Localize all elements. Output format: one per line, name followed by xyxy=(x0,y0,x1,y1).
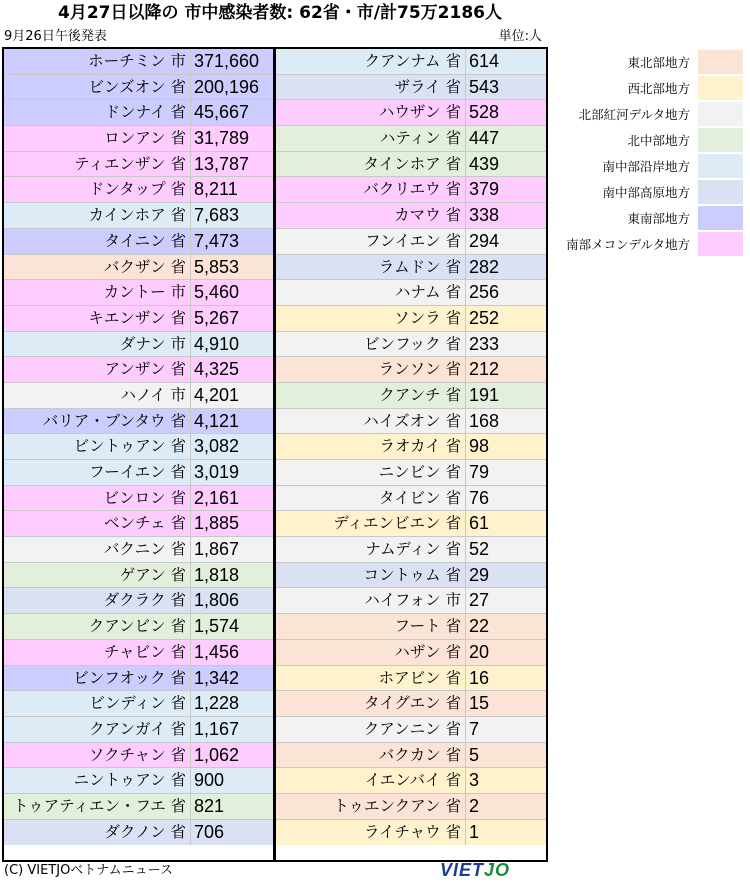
province-name: ナムディン 省 xyxy=(276,537,466,562)
province-name: ハノイ 市 xyxy=(4,383,191,408)
table-row xyxy=(4,717,273,743)
province-name: アンザン 省 xyxy=(4,357,191,382)
table-row xyxy=(276,794,546,820)
table-row xyxy=(4,100,273,126)
province-name: キエンザン 省 xyxy=(4,306,191,331)
table-row xyxy=(276,332,546,358)
case-count: 282 xyxy=(469,256,500,277)
province-name: ニントゥアン 省 xyxy=(4,768,191,793)
province-name: ロンアン 省 xyxy=(4,126,191,151)
table-row xyxy=(4,383,273,409)
legend-label: 北中部地方 xyxy=(627,133,690,148)
legend-item xyxy=(548,205,748,231)
case-count: 7,683 xyxy=(194,205,240,226)
province-name: カマウ 省 xyxy=(276,203,466,228)
case-count: 79 xyxy=(469,462,490,482)
case-count: 338 xyxy=(469,205,500,226)
case-count: 20 xyxy=(469,641,490,662)
case-count: 900 xyxy=(194,770,225,791)
province-name: ハイズオン 省 xyxy=(276,409,466,434)
table-row xyxy=(276,666,546,692)
case-count: 528 xyxy=(469,102,500,123)
table-row xyxy=(4,537,273,563)
case-count: 4,201 xyxy=(194,384,240,405)
legend-item xyxy=(548,75,748,101)
case-count: 5 xyxy=(469,744,480,765)
case-count: 52 xyxy=(469,539,490,560)
province-name: ラムドン 省 xyxy=(276,255,466,280)
province-name: トゥアティエン・フエ 省 xyxy=(4,794,191,819)
table-row xyxy=(276,820,546,846)
province-name: ティエンザン 省 xyxy=(4,152,191,177)
table-row xyxy=(276,177,546,203)
case-count: 7,473 xyxy=(194,230,240,251)
province-name: カントー 市 xyxy=(4,280,191,305)
table-row xyxy=(276,280,546,306)
table-row xyxy=(4,229,273,255)
province-name: バリア・ブンタウ 省 xyxy=(4,409,191,434)
table-row xyxy=(276,563,546,589)
province-name: ソンラ 省 xyxy=(276,306,466,331)
table-row xyxy=(276,691,546,717)
case-count: 439 xyxy=(469,153,500,174)
legend-item xyxy=(548,179,748,205)
table-row xyxy=(4,511,273,537)
province-name: ディエンビエン 省 xyxy=(276,511,466,536)
province-name: タイグエン 省 xyxy=(276,691,466,716)
province-name: ビントゥアン 省 xyxy=(4,434,191,459)
logo-main-text: VIET xyxy=(440,860,485,880)
case-count: 1,818 xyxy=(194,564,240,585)
case-count: 1 xyxy=(469,821,480,842)
case-count: 15 xyxy=(469,693,490,714)
case-count: 256 xyxy=(469,282,500,303)
legend-swatch xyxy=(698,76,743,100)
case-count: 543 xyxy=(469,76,500,97)
table-row xyxy=(4,743,273,769)
table-row xyxy=(4,280,273,306)
table-row xyxy=(276,203,546,229)
legend-swatch xyxy=(698,232,743,256)
legend-label: 東南部地方 xyxy=(627,211,690,226)
case-count: 1,867 xyxy=(194,539,240,560)
case-count: 3,082 xyxy=(194,436,240,457)
case-count: 1,228 xyxy=(194,693,240,714)
table-row xyxy=(276,717,546,743)
province-name: フーイエン 省 xyxy=(4,460,191,485)
table-row xyxy=(4,75,273,101)
table-row xyxy=(276,75,546,101)
table-row xyxy=(276,537,546,563)
province-name: カインホア 省 xyxy=(4,203,191,228)
page-title: 4月27日以降の 市中感染者数: 62省・市/計75万2186人 xyxy=(58,3,502,23)
province-name: ビンフオック 省 xyxy=(4,666,191,691)
table-row xyxy=(4,409,273,435)
region-legend xyxy=(548,49,748,257)
province-name: コントゥム 省 xyxy=(276,563,466,588)
case-count: 1,806 xyxy=(194,590,240,611)
unit-label: 単位:人 xyxy=(498,29,542,44)
case-count: 16 xyxy=(469,667,490,688)
table-row xyxy=(276,588,546,614)
table-row xyxy=(276,486,546,512)
province-name: イエンバイ 省 xyxy=(276,768,466,793)
case-count: 4,325 xyxy=(194,359,240,380)
table-row xyxy=(4,177,273,203)
table-row xyxy=(4,434,273,460)
case-count: 200,196 xyxy=(194,76,260,97)
province-name: クアンチ 省 xyxy=(276,383,466,408)
legend-label: 南中部高原地方 xyxy=(602,185,690,200)
province-name: ドンナイ 省 xyxy=(4,100,191,125)
table-row xyxy=(276,126,546,152)
table-row xyxy=(276,100,546,126)
table-row xyxy=(4,588,273,614)
case-count: 821 xyxy=(194,795,225,816)
province-name: ダクラク 省 xyxy=(4,588,191,613)
table-row xyxy=(4,460,273,486)
table-row xyxy=(4,486,273,512)
case-count: 5,267 xyxy=(194,307,240,328)
province-name: タイビン 省 xyxy=(276,486,466,511)
case-count: 1,167 xyxy=(194,718,240,739)
table-row xyxy=(276,306,546,332)
case-count: 27 xyxy=(469,590,490,611)
case-count: 76 xyxy=(469,487,490,508)
table-row xyxy=(276,49,546,75)
legend-label: 東北部地方 xyxy=(627,55,690,70)
table-row xyxy=(4,768,273,794)
table-row xyxy=(276,640,546,666)
case-table-left xyxy=(2,47,275,862)
province-name: ハナム 省 xyxy=(276,280,466,305)
legend-label: 西北部地方 xyxy=(627,81,690,96)
case-count: 2,161 xyxy=(194,487,240,508)
province-name: ハウザン 省 xyxy=(276,100,466,125)
table-row xyxy=(276,460,546,486)
table-row xyxy=(276,383,546,409)
table-row xyxy=(276,409,546,435)
table-row xyxy=(276,255,546,281)
legend-item xyxy=(548,101,748,127)
case-count: 294 xyxy=(469,230,500,251)
legend-item xyxy=(548,127,748,153)
table-row xyxy=(4,794,273,820)
province-name: ハザン 省 xyxy=(276,640,466,665)
table-row xyxy=(4,357,273,383)
case-count: 371,660 xyxy=(194,51,260,71)
legend-label: 北部紅河デルタ地方 xyxy=(578,107,690,122)
province-name: ドンタップ 省 xyxy=(4,177,191,202)
table-row xyxy=(4,332,273,358)
province-name: ソクチャン 省 xyxy=(4,743,191,768)
table-row xyxy=(4,306,273,332)
case-count: 31,789 xyxy=(194,128,250,149)
case-count: 8,211 xyxy=(194,179,238,200)
case-count: 379 xyxy=(469,179,500,200)
table-row xyxy=(4,255,273,281)
case-count: 5,853 xyxy=(194,256,240,277)
province-name: ホアビン 省 xyxy=(276,666,466,691)
province-name: クアンビン 省 xyxy=(4,614,191,639)
table-row xyxy=(4,614,273,640)
case-count: 22 xyxy=(469,616,490,637)
case-count: 1,885 xyxy=(194,513,240,534)
case-count: 98 xyxy=(469,436,490,457)
table-row xyxy=(276,768,546,794)
case-count: 233 xyxy=(469,333,500,354)
province-name: フンイエン 省 xyxy=(276,229,466,254)
legend-item xyxy=(548,49,748,75)
legend-label: 南部メコンデルタ地方 xyxy=(566,237,690,252)
vietjo-logo xyxy=(440,860,510,881)
legend-swatch xyxy=(698,102,743,126)
table-row xyxy=(4,563,273,589)
table-row xyxy=(4,203,273,229)
province-name: クアンナム 省 xyxy=(276,49,466,74)
table-row xyxy=(4,49,273,75)
case-count: 4,121 xyxy=(194,410,240,431)
province-name: ビンフック 省 xyxy=(276,332,466,357)
province-name: バクニン 省 xyxy=(4,537,191,562)
province-name: ランソン 省 xyxy=(276,357,466,382)
province-name: ニンビン 省 xyxy=(276,460,466,485)
table-row xyxy=(4,152,273,178)
case-count: 1,456 xyxy=(194,641,240,662)
case-count: 1,342 xyxy=(194,667,240,688)
province-name: ビンロン 省 xyxy=(4,486,191,511)
table-row xyxy=(276,152,546,178)
province-name: タインホア 省 xyxy=(276,152,466,177)
case-count: 3,019 xyxy=(194,462,240,482)
legend-item xyxy=(548,153,748,179)
province-name: ビンディン 省 xyxy=(4,691,191,716)
case-count: 1,574 xyxy=(194,616,240,637)
province-name: トゥエンクアン 省 xyxy=(276,794,466,819)
province-name: バクカン 省 xyxy=(276,743,466,768)
case-count: 2 xyxy=(469,795,480,816)
legend-label: 南中部沿岸地方 xyxy=(602,159,690,174)
case-count: 706 xyxy=(194,821,225,842)
case-count: 252 xyxy=(469,307,500,328)
case-count: 447 xyxy=(469,128,500,149)
case-count: 212 xyxy=(469,359,500,380)
legend-swatch xyxy=(698,154,743,178)
province-name: チャビン 省 xyxy=(4,640,191,665)
table-row xyxy=(276,434,546,460)
case-count: 4,910 xyxy=(194,333,240,354)
table-row xyxy=(4,691,273,717)
province-name: フート 省 xyxy=(276,614,466,639)
province-name: クアンガイ 省 xyxy=(4,717,191,742)
province-name: ダナン 市 xyxy=(4,332,191,357)
province-name: ライチャウ 省 xyxy=(276,820,466,846)
case-count: 45,667 xyxy=(194,102,250,123)
legend-item xyxy=(548,231,748,257)
province-name: ホーチミン 市 xyxy=(4,49,191,74)
case-count: 614 xyxy=(469,51,500,71)
case-table-right xyxy=(274,47,548,862)
province-name: ハイフォン 市 xyxy=(276,588,466,613)
province-name: クアンニン 省 xyxy=(276,717,466,742)
table-row xyxy=(4,820,273,846)
case-count: 3 xyxy=(469,770,480,791)
case-count: 13,787 xyxy=(194,153,250,174)
announcement-date: 9月26日午後発表 xyxy=(4,29,107,44)
table-row xyxy=(276,743,546,769)
province-name: ラオカイ 省 xyxy=(276,434,466,459)
province-name: バクザン 省 xyxy=(4,255,191,280)
legend-swatch xyxy=(698,50,743,74)
case-count: 191 xyxy=(469,384,500,405)
table-row xyxy=(276,229,546,255)
province-name: ダクノン 省 xyxy=(4,820,191,846)
province-name: ハティン 省 xyxy=(276,126,466,151)
province-name: ビンズオン 省 xyxy=(4,75,191,100)
case-count: 61 xyxy=(469,513,490,534)
province-name: バクリエウ 省 xyxy=(276,177,466,202)
copyright-text: (C) VIETJOベトナムニュース xyxy=(4,863,174,878)
case-count: 5,460 xyxy=(194,282,240,303)
case-count: 7 xyxy=(469,718,480,739)
table-row xyxy=(276,357,546,383)
case-count: 1,062 xyxy=(194,744,240,765)
logo-accent-text: JO xyxy=(484,860,511,880)
table-row xyxy=(276,511,546,537)
table-row xyxy=(276,614,546,640)
table-row xyxy=(4,126,273,152)
province-name: ゲアン 省 xyxy=(4,563,191,588)
table-row xyxy=(4,666,273,692)
province-name: ベンチェ 省 xyxy=(4,511,191,536)
case-count: 168 xyxy=(469,410,500,431)
legend-swatch xyxy=(698,180,743,204)
table-row xyxy=(4,640,273,666)
province-name: ザライ 省 xyxy=(276,75,466,100)
legend-swatch xyxy=(698,206,743,230)
legend-swatch xyxy=(698,128,743,152)
province-name: タイニン 省 xyxy=(4,229,191,254)
case-count: 29 xyxy=(469,564,490,585)
